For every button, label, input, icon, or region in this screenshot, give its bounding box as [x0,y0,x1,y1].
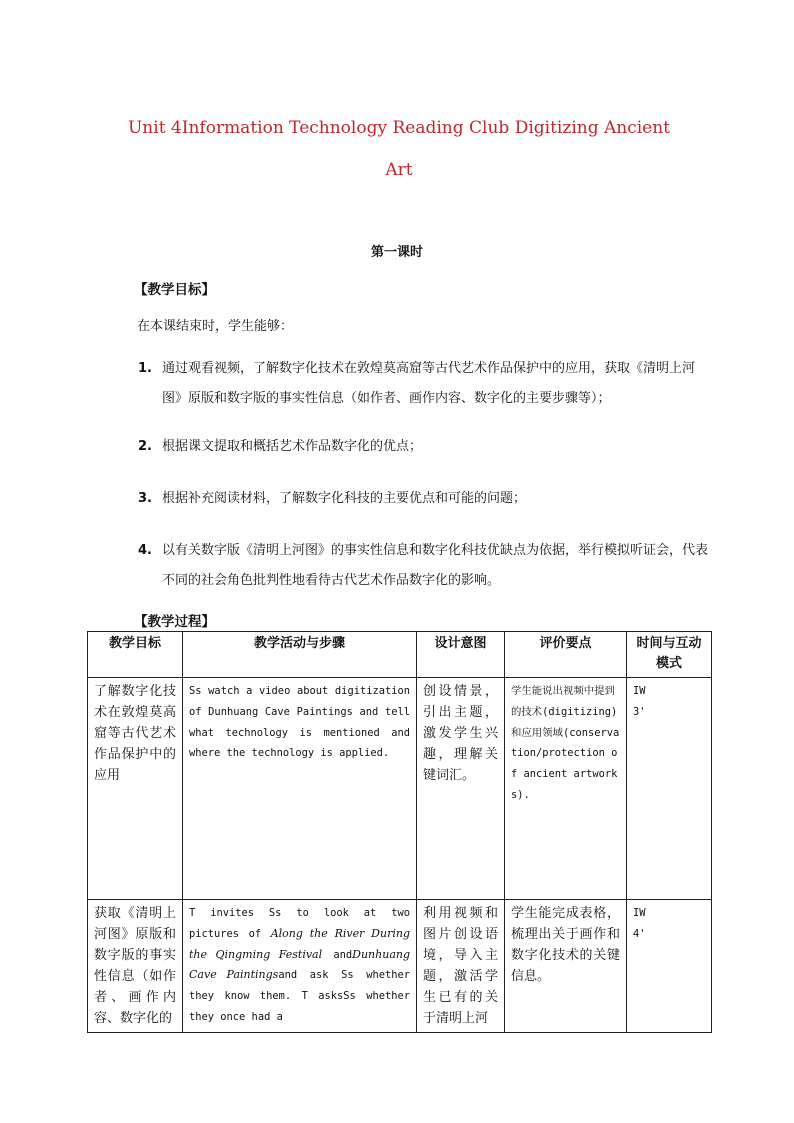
row2-activity-a: T invites Ss to look at two pictures of [189,907,410,940]
row1-time-mode [627,678,712,900]
objective-number: 4. [138,543,152,558]
teaching-process-table [87,631,712,1033]
row1-time: 3' [633,705,646,718]
lesson-label: 第一课时 [370,245,423,260]
objective-number: 1. [138,361,152,376]
objective-number: 3. [138,491,152,506]
objective-3 [138,484,708,514]
table-row [88,678,712,900]
row2-activity [183,900,417,1033]
document-title-line-1: Unit 4Information Technology Reading Club Digitizing Ancient [127,118,671,138]
goals-heading: 【教学目标】 [134,282,215,298]
row2-mode: IW [633,907,646,919]
row2-activity-b: and [322,948,353,961]
row1-mode: IW [633,685,646,697]
objective-text: 根据补充阅读材料，了解数字化科技的主要优点和可能的问题； [162,491,527,506]
header-evaluation: 评价要点 [505,632,627,678]
objective-text: 根据课文提取和概括艺术作品数字化的优点； [162,439,423,454]
row2-time: 4' [633,927,646,940]
row2-activity-c: and ask Ss whether they know them. T asksSs whether they once had a [189,969,410,1023]
row2-evaluation: 学生能完成表格，梳理出关于画作和数字化技术的关键信息。 [505,900,627,1033]
objective-1 [138,354,708,414]
row1-activity: Ss watch a video about digitization of Dunhuang Cave Paintings and tell what technology is mentioned and where the technology is applied. [183,678,417,900]
header-goal: 教学目标 [88,632,183,678]
row2-time-mode [627,900,712,1033]
row2-activity-title-2: Dunhuang Cave Paintings [189,947,410,982]
intro-text: 在本课结束时，学生能够： [137,319,294,334]
objective-text: 以有关数字版《清明上河图》的事实性信息和数字化科技优缺点为依据，举行模拟听证会，代表不同的社会角色批判性地看待古代艺术作品数字化的影响。 [162,543,709,588]
process-heading: 【教学过程】 [134,614,215,630]
row1-goal: 了解数字化技术在敦煌莫高窟等古代艺术作品保护中的应用 [88,678,183,900]
header-time-mode: 时间与互动模式 [627,632,712,678]
header-activity: 教学活动与步骤 [183,632,417,678]
objective-number: 2. [138,439,152,454]
row1-evaluation: 学生能说出视频中提到的技术(digitizing)和应用领域(conservation/protection of ancient artworks). [505,678,627,900]
objective-4 [138,536,708,596]
row2-intent: 利用视频和图片创设语境，导入主题，激活学生已有的关于清明上河 [417,900,505,1033]
objective-text: 通过观看视频，了解数字化技术在敦煌莫高窟等古代艺术作品保护中的应用，获取《清明上河图》原版和数字版的事实性信息（如作者、画作内容、数字化的主要步骤等）； [162,361,696,406]
row2-goal: 获取《清明上河图》原版和数字版的事实性信息（如作者、画作内容、数字化的 [88,900,183,1033]
document-title-line-2: Art [385,160,413,180]
row2-activity-title-1: Along the River During the Qingming Festival [189,926,410,961]
table-header-row [88,632,712,678]
header-intent: 设计意图 [417,632,505,678]
table-row [88,900,712,1033]
objective-2 [138,432,708,462]
row1-intent: 创设情景，引出主题，激发学生兴趣，理解关键词汇。 [417,678,505,900]
